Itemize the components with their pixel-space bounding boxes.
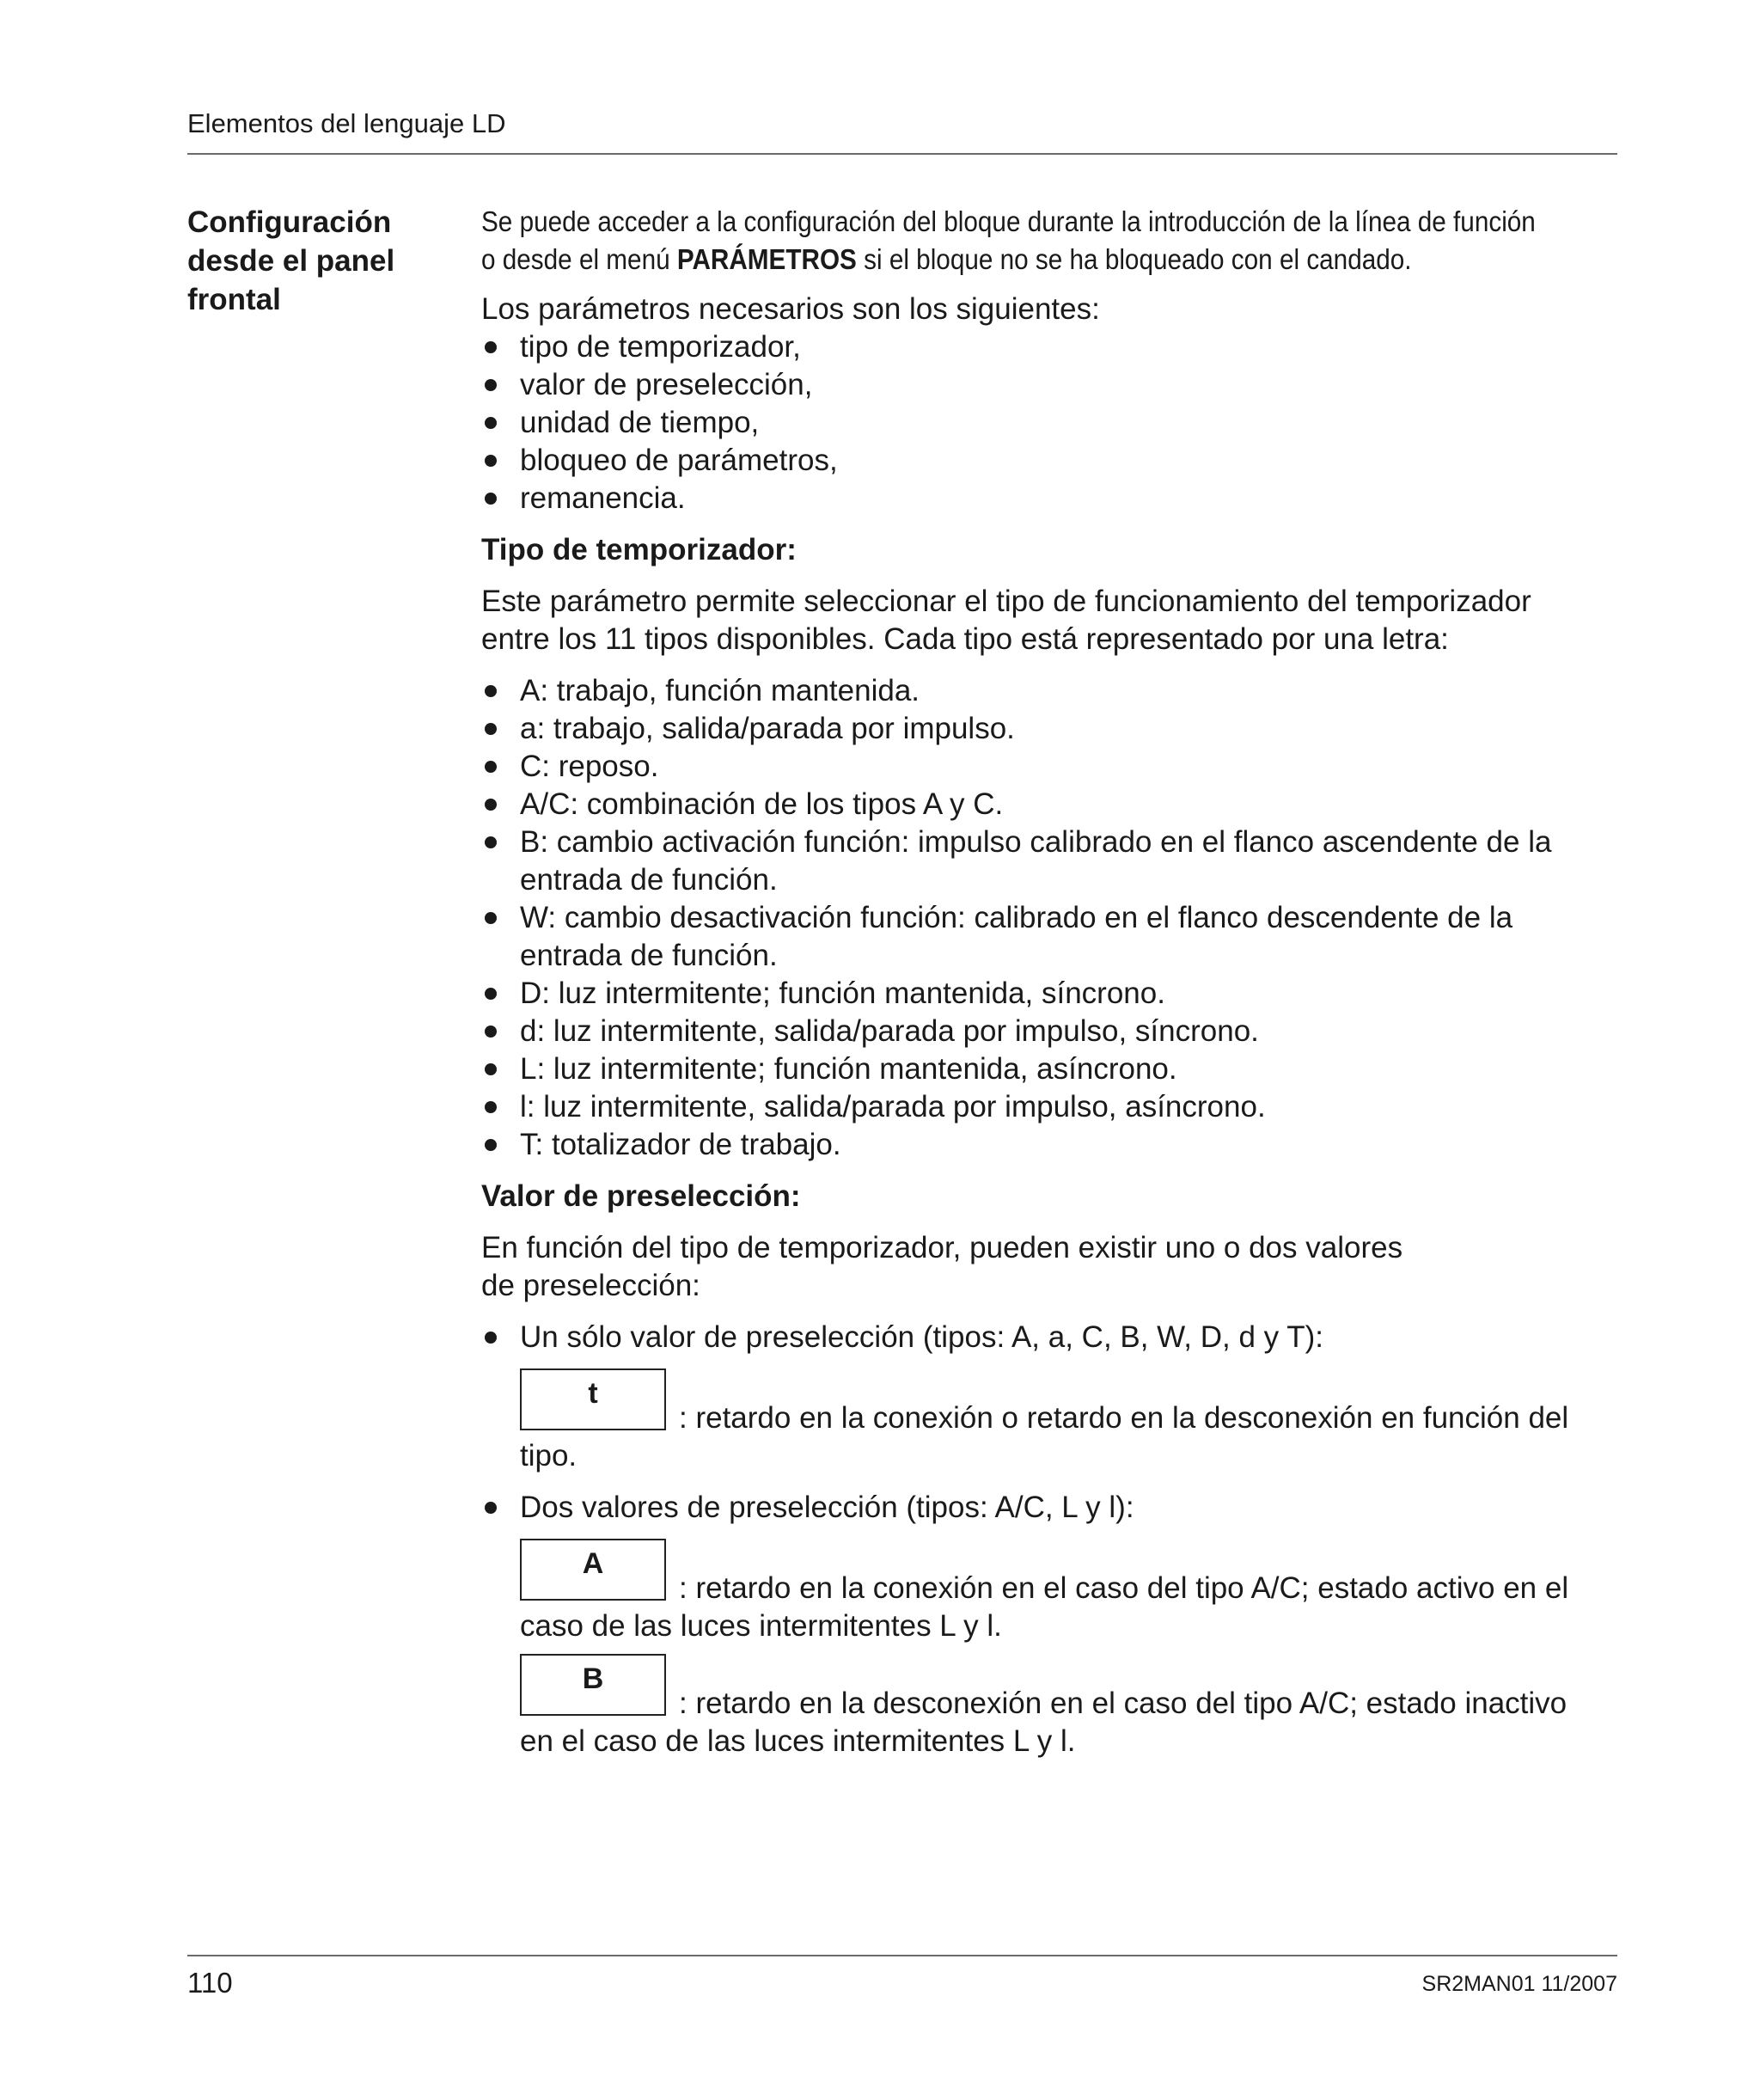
description-line: entre los 11 tipos disponibles. Cada tipo está representado por una letra: — [481, 622, 1449, 656]
description-line: En función del tipo de temporizador, pueden existir uno o dos valores — [481, 1231, 1403, 1264]
list-item — [481, 1013, 1617, 1050]
box-letter: t — [588, 1377, 598, 1410]
running-header: Elementos del lenguaje LD — [187, 108, 506, 138]
box-description: : retardo en la desconexión en el caso del tipo A/C; estado inactivo — [679, 1687, 1568, 1720]
preset-heading: Valor de preselección: — [481, 1179, 801, 1213]
params-lead: Los parámetros necesarios son los siguientes: — [481, 292, 1100, 326]
list-item — [481, 1088, 1617, 1126]
box-letter: B — [582, 1662, 604, 1695]
box-description-continued: caso de las luces intermitentes L y l. — [520, 1609, 1002, 1643]
list-item-line: T: totalizador de trabajo. — [520, 1128, 841, 1161]
list-item: tipo de temporizador, — [481, 328, 1617, 366]
box-line — [520, 1539, 1617, 1607]
list-item: remanencia. — [481, 480, 1617, 517]
list-item-line: W: cambio desactivación función: calibrado en el flanco descendente de la — [520, 901, 1513, 934]
list-item — [481, 748, 1617, 786]
box-description-continued: en el caso de las luces intermitentes L y l. — [520, 1724, 1076, 1758]
list-item: unidad de tiempo, — [481, 404, 1617, 442]
box-description-continued: tipo. — [520, 1439, 578, 1472]
intro-text: o desde el menú — [481, 243, 677, 275]
section-heading-line: desde el panel — [187, 244, 395, 278]
list-item: bloqueo de parámetros, — [481, 442, 1617, 480]
document-code: SR2MAN01 11/2007 — [1421, 1972, 1617, 1996]
timer-type-heading: Tipo de temporizador: — [481, 533, 797, 566]
timer-type-description — [481, 583, 1617, 658]
list-item — [481, 823, 1617, 899]
list-item-line: d: luz intermitente, salida/parada por impulso, síncrono. — [520, 1014, 1259, 1048]
description-line: de preselección: — [481, 1269, 700, 1302]
list-item — [481, 975, 1617, 1013]
list-item: Un sólo valor de preselección (tipos: A, a, C, B, W, D, d y T): — [481, 1319, 1617, 1356]
section-heading-line: Configuración — [187, 205, 392, 239]
list-item — [481, 710, 1617, 748]
intro-line — [481, 241, 1618, 279]
section-heading — [187, 203, 445, 319]
params-list — [481, 328, 1617, 517]
page-number: 110 — [187, 1967, 233, 1999]
list-item: Dos valores de preselección (tipos: A/C, L y l): — [481, 1489, 1617, 1527]
preset-box-b — [520, 1654, 666, 1716]
box-line — [520, 1654, 1617, 1723]
preset-box-b-block — [481, 1654, 1617, 1760]
intro-line: Se puede acceder a la configuración del bloque durante la introducción de la línea de función — [481, 205, 1536, 237]
preset-double-list — [481, 1489, 1617, 1527]
preset-box-a-block — [481, 1539, 1617, 1645]
box-description: : retardo en la conexión o retardo en la desconexión en función del — [679, 1401, 1569, 1435]
description-line: Este parámetro permite seleccionar el tipo de funcionamiento del temporizador — [481, 585, 1531, 618]
list-item-line: D: luz intermitente; función mantenida, síncrono. — [520, 977, 1165, 1010]
list-item-line: entrada de función. — [520, 939, 778, 972]
list-item-line: A: trabajo, función mantenida. — [520, 674, 920, 707]
list-item-line: entrada de función. — [520, 863, 778, 897]
timer-type-list — [481, 672, 1617, 1164]
list-item-line: L: luz intermitente; función mantenida, asíncrono. — [520, 1052, 1177, 1086]
preset-box-a — [520, 1539, 666, 1601]
list-item: valor de preselección, — [481, 366, 1617, 404]
list-item-line: B: cambio activación función: impulso calibrado en el flanco ascendente de la — [520, 825, 1552, 859]
list-item-line: A/C: combinación de los tipos A y C. — [520, 787, 1004, 821]
list-item — [481, 1126, 1617, 1164]
header-divider — [187, 153, 1617, 155]
list-item-line: l: luz intermitente, salida/parada por impulso, asíncrono. — [520, 1090, 1266, 1123]
menu-name: PARÁMETROS — [676, 243, 857, 275]
preset-description — [481, 1229, 1617, 1305]
list-item — [481, 786, 1617, 823]
intro-paragraph — [481, 203, 1618, 279]
preset-box-t-block — [481, 1368, 1617, 1475]
list-item-line: C: reposo. — [520, 750, 659, 783]
section-heading-line: frontal — [187, 283, 281, 316]
preset-box-t — [520, 1368, 666, 1430]
main-content — [481, 203, 1617, 1774]
list-item — [481, 899, 1617, 975]
list-item — [481, 672, 1617, 710]
list-item-line: a: trabajo, salida/parada por impulso. — [520, 712, 1015, 745]
list-item — [481, 1050, 1617, 1088]
box-letter: A — [582, 1547, 604, 1580]
box-line — [520, 1368, 1617, 1437]
intro-text: si el bloque no se ha bloqueado con el candado. — [856, 243, 1412, 275]
preset-single-list — [481, 1319, 1617, 1356]
box-description: : retardo en la conexión en el caso del tipo A/C; estado activo en el — [679, 1571, 1569, 1605]
footer-divider — [187, 1955, 1617, 1956]
